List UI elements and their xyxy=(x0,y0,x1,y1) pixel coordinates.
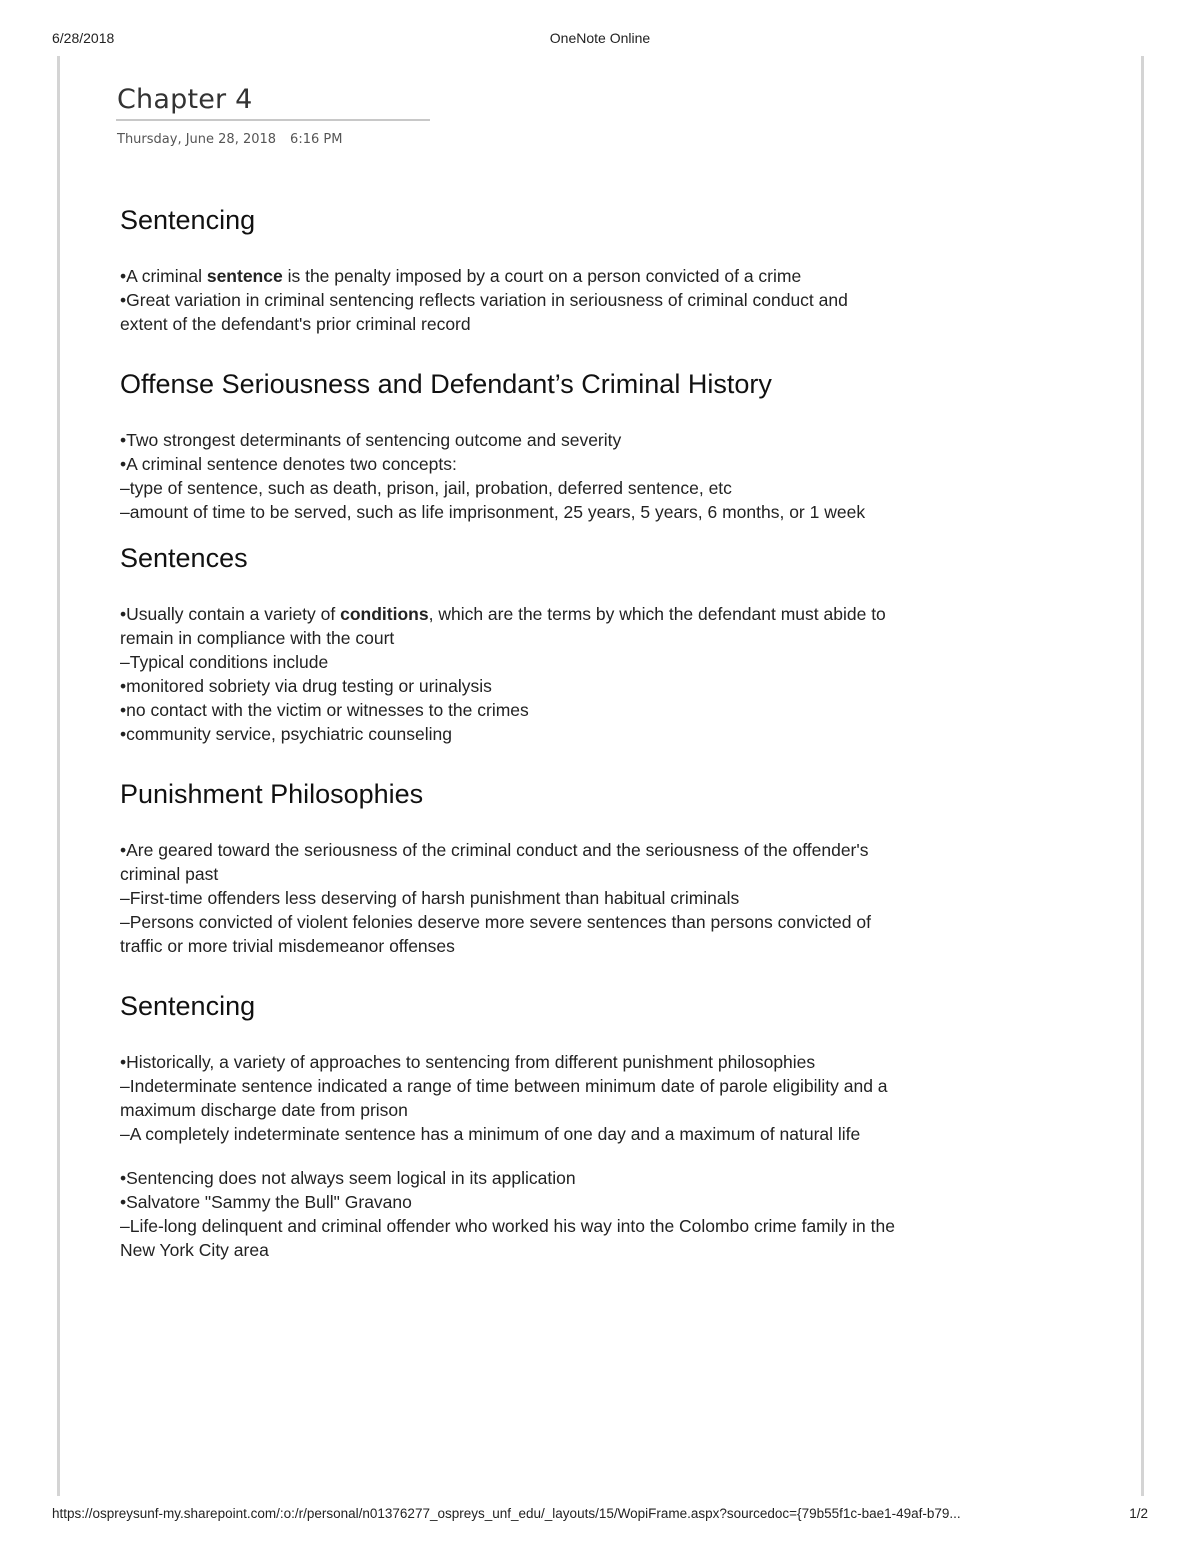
print-footer xyxy=(52,1506,1148,1524)
print-date: 6/28/2018 xyxy=(52,30,115,46)
bold-term: sentence xyxy=(206,266,283,286)
paragraph: •community service, psychiatric counseling xyxy=(120,724,452,744)
paragraph-spacer xyxy=(120,1146,900,1166)
paragraph: •Are geared toward the seriousness of the criminal conduct and the seriousness of the offender's criminal past xyxy=(120,840,869,884)
page-frame-left-border xyxy=(57,56,60,1496)
paragraph: •Two strongest determinants of sentencing outcome and severity xyxy=(120,430,622,450)
section-sentencing-history xyxy=(120,986,900,1262)
paragraph: –First-time offenders less deserving of harsh punishment than habitual criminals xyxy=(120,888,740,908)
paragraph: –Indeterminate sentence indicated a range of time between minimum date of parole eligibility and a maximum discharge date from prison xyxy=(120,1076,888,1120)
section-punishment-philosophies xyxy=(120,774,900,958)
section-heading: Sentencing xyxy=(120,205,256,235)
paragraph: –A completely indeterminate sentence has a minimum of one day and a maximum of natural life xyxy=(120,1124,861,1144)
paragraph: •Great variation in criminal sentencing reflects variation in seriousness of criminal conduct and extent of the defendant's prior criminal record xyxy=(120,290,848,334)
section-heading: Punishment Philosophies xyxy=(120,779,424,809)
text-run: •Usually contain a variety of xyxy=(120,604,341,624)
print-header xyxy=(52,30,1148,48)
paragraph: –amount of time to be served, such as life imprisonment, 25 years, 5 years, 6 months, or 1 week xyxy=(120,502,866,522)
section-offense-seriousness xyxy=(120,364,900,524)
paragraph: •Historically, a variety of approaches to sentencing from different punishment philosophies xyxy=(120,1052,816,1072)
paragraph: •no contact with the victim or witnesses to the crimes xyxy=(120,700,529,720)
title-underline xyxy=(116,119,430,121)
section-body xyxy=(120,838,900,958)
paragraph xyxy=(120,602,900,650)
section-body xyxy=(120,428,900,524)
paragraph: –type of sentence, such as death, prison, jail, probation, deferred sentence, etc xyxy=(120,478,732,498)
text-run: •A criminal xyxy=(120,266,207,286)
paragraph: –Persons convicted of violent felonies deserve more severe sentences than persons convicted of traffic or more trivial misdemeanor offenses xyxy=(120,912,871,956)
paragraph: –Life-long delinquent and criminal offender who worked his way into the Colombo crime family in the New York City area xyxy=(120,1216,895,1260)
note-content xyxy=(120,200,900,1262)
paragraph: •A criminal sentence denotes two concepts: xyxy=(120,454,457,474)
section-body xyxy=(120,1050,900,1262)
print-title: OneNote Online xyxy=(549,30,651,46)
section-heading: Offense Seriousness and Defendant’s Criminal History xyxy=(120,369,772,399)
page-frame-right-border xyxy=(1141,56,1144,1496)
page-title: Chapter 4 xyxy=(117,84,253,115)
section-body xyxy=(120,602,900,746)
page-count: 1/2 xyxy=(1129,1506,1148,1521)
section-sentencing xyxy=(120,200,900,336)
section-heading: Sentencing xyxy=(120,991,256,1021)
paragraph: •monitored sobriety via drug testing or urinalysis xyxy=(120,676,492,696)
paragraph: •Salvatore "Sammy the Bull" Gravano xyxy=(120,1192,412,1212)
section-heading: Sentences xyxy=(120,543,248,573)
text-run: , which are the terms by which the defendant must abide to remain in compliance with the court xyxy=(120,604,886,648)
paragraph: •Sentencing does not always seem logical in its application xyxy=(120,1168,576,1188)
page-url: https://ospreysunf-my.sharepoint.com/:o:/r/personal/n01376277_ospreys_unf_edu/_layouts/15/WopiFrame.aspx?sourcedoc={79b55f1c-bae1-49af-b79... xyxy=(52,1506,961,1521)
paragraph: –Typical conditions include xyxy=(120,652,329,672)
page-time: 6:16 PM xyxy=(290,132,343,147)
section-sentences xyxy=(120,538,900,746)
page-timestamp xyxy=(117,132,342,147)
paragraph xyxy=(120,264,900,288)
page-date: Thursday, June 28, 2018 xyxy=(117,132,277,147)
bold-term: conditions xyxy=(340,604,429,624)
section-body xyxy=(120,264,900,336)
text-run: is the penalty imposed by a court on a person convicted of a crime xyxy=(282,266,802,286)
